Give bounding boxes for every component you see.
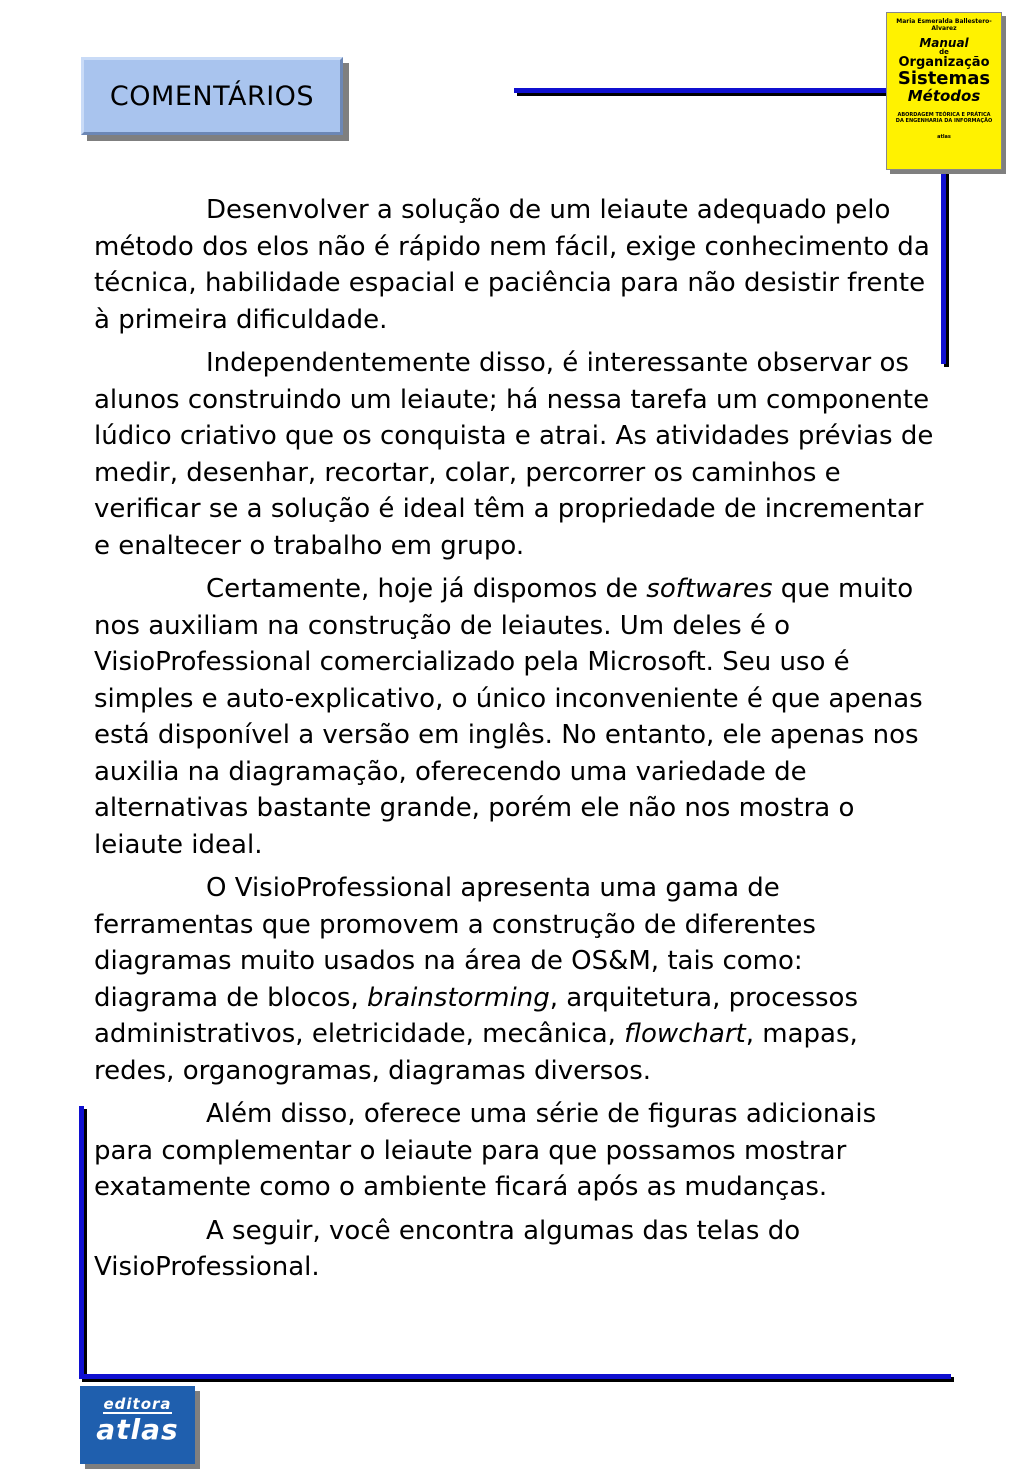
paragraph-3: [94, 571, 934, 863]
book-publisher: atlas: [937, 134, 951, 140]
book-cover-thumbnail: [886, 12, 1002, 170]
divider-top: [514, 88, 894, 93]
logo-atlas: atlas: [96, 1413, 179, 1446]
paragraph-4-part-c: , mapas, redes, organogramas, diagramas diversos.: [94, 1019, 858, 1086]
book-title-metodos: Métodos: [907, 87, 981, 105]
emphasis-flowchart: flowchart: [624, 1019, 746, 1049]
book-title-manual: Manual: [919, 36, 969, 50]
book-subtitle: ABORDAGEM TEÓRICA E PRÁTICA DA ENGENHARIA DA INFORMAÇÃO: [895, 112, 993, 124]
paragraph-6: A seguir, você encontra algumas das telas do VisioProfessional.: [94, 1215, 801, 1282]
section-title: COMENTÁRIOS: [81, 57, 343, 135]
emphasis-brainstorming: brainstorming: [367, 982, 550, 1013]
logo-editora: editora: [103, 1395, 172, 1413]
divider-bottom: [79, 1374, 951, 1379]
body-text: [94, 192, 934, 1293]
paragraph-4-part-a: O VisioProfessional apresenta uma gama de ferramentas que promovem a construção de diferentes diagramas muito usados na área de OS&M, tais como: diagrama de blocos,: [94, 873, 816, 1013]
book-author: Maria Esmeralda Ballestero-Alvarez: [896, 18, 992, 32]
book-title-de: de: [939, 48, 949, 56]
divider-right: [941, 168, 946, 364]
paragraph-4: [94, 870, 934, 1089]
paragraph-3-part-a: Certamente, hoje já dispomos de: [206, 574, 647, 604]
paragraph-3-part-b: que muito nos auxiliam na construção de leiautes. Um deles é o VisioProfessional comercializado pela Microsoft. Seu uso é simples e auto-explicativo, o único inconveniente é que apenas está disponível a versão em inglês. No entanto, ele apenas nos auxilia na diagramação, oferecendo uma variedade de alternativas bastante grande, porém ele não nos mostra o leiaute ideal.: [94, 574, 923, 860]
book-title-sistemas: Sistemas: [897, 68, 991, 89]
paragraph-1: Desenvolver a solução de um leiaute adequado pelo método dos elos não é rápido nem fácil, exige conhecimento da técnica, habilidade espacial e paciência para não desistir frente à primeira dificuldade.: [94, 195, 930, 335]
paragraph-2: Independentemente disso, é interessante observar os alunos construindo um leiaute; há nessa tarefa um componente lúdico criativo que os conquista e atrai. As atividades prévias de medir, desenhar, recortar, colar, percorrer os caminhos e verificar se a solução é ideal têm a propriedade de incrementar e enaltecer o trabalho em grupo.: [94, 348, 934, 561]
book-title-organizacao: Organização: [898, 55, 990, 70]
paragraph-4-part-b: , arquitetura, processos administrativos, eletricidade, mecânica,: [94, 982, 858, 1049]
divider-left: [79, 1106, 84, 1376]
paragraph-5: Além disso, oferece uma série de figuras adicionais para complementar o leiaute para que possamos mostrar exatamente como o ambiente ficará após as mudanças.: [94, 1099, 877, 1202]
emphasis-softwares: softwares: [646, 574, 773, 604]
publisher-logo: [80, 1386, 195, 1464]
